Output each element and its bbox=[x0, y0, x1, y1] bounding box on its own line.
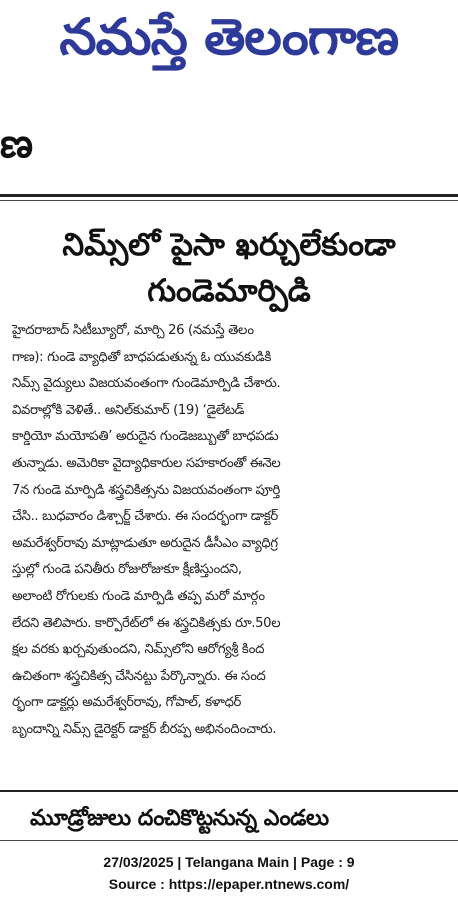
article-line: కార్డియో మయోపతి’ అరుదైన గుండెజబ్బుతో బాధపడు bbox=[12, 429, 279, 445]
article-line: ఉచితంగా శస్త్రచికిత్స చేసినట్టు పేర్కొన్నారు. ఈ సంద bbox=[12, 668, 266, 684]
footer-divider bbox=[0, 840, 458, 841]
article-line: చేసి.. బుధవారం డిశ్చార్జ్ చేశారు. ఈ సందర్భంగా డాక్టర్ bbox=[12, 509, 278, 525]
article-body bbox=[12, 318, 448, 744]
article-line: అమరేశ్వర్‌రావు మాట్లాడుతూ అరుదైన డీసీఎం వ్యాధిగ్ర bbox=[12, 535, 278, 551]
article-line: క్షల వరకు ఖర్చవుతుందని, నిమ్స్‌లోని ఆరోగ్యశ్రీ కింద bbox=[12, 642, 265, 658]
cropped-previous-heading: ణ bbox=[0, 124, 34, 164]
headline-line-1: నిమ్స్‌లో పైసా ఖర్చులేకుండా bbox=[62, 227, 396, 263]
article-line: హైదరాబాద్ సిటీబ్యూరో, మార్చి 26 (నమస్తే తెలం bbox=[12, 323, 254, 338]
newspaper-title: నమస్తే తెలంగాణ bbox=[59, 7, 399, 66]
article-headline bbox=[20, 222, 438, 314]
footer-source: Source : https://epaper.ntnews.com/ bbox=[108, 876, 350, 892]
top-divider-thin bbox=[0, 200, 458, 201]
article-line: అలాంటి రోగులకు గుండె మార్పిడి తప్ప మరో మార్గం bbox=[12, 588, 265, 604]
article-line: బృందాన్ని నిమ్స్ డైరెక్టర్ డాక్టర్ బీరప్ప అభినందించారు. bbox=[12, 721, 277, 737]
article-end-divider bbox=[0, 790, 458, 792]
article-line: గాణ): గుండె వ్యాధితో బాధపడుతున్న ఓ యువకుడికి bbox=[12, 349, 271, 365]
article-line: స్తుల్లో గుండె పనితీరు రోజురోజుకూ క్షీణిస్తుందని, bbox=[12, 562, 242, 578]
article-line: 7న గుండె మార్పిడి శస్త్రచికిత్సను విజయవంతంగా పూర్తి bbox=[12, 482, 280, 498]
article-line: లేదని తెలిపారు. కార్పొరేట్‌లో ఈ శస్త్రచికిత్సకు రూ.50ల bbox=[12, 615, 281, 631]
article-line: తున్నాడు. అమెరికా వైద్యాధికారుల సహకారంతో ఈనెల bbox=[12, 455, 281, 471]
masthead bbox=[0, 0, 458, 86]
top-divider bbox=[0, 194, 458, 197]
headline-line-2: గుండెమార్పిడి bbox=[147, 273, 311, 309]
article-line: నిమ్స్ వైద్యులు విజయవంతంగా గుండెమార్పిడి చేశారు. bbox=[12, 376, 281, 392]
article-line: ర్భంగా డాక్టర్లు అమరేశ్వర్‌రావు, గోపాల్, కళాధర్ bbox=[12, 695, 242, 711]
article-line: వివరాల్లోకి వెళితే.. అనిల్‌కుమార్ (19) ‘డైలేటడ్ bbox=[12, 402, 245, 418]
next-article-headline: మూడ్రోజులు దంచికొట్టనున్న ఎండలు bbox=[30, 806, 329, 831]
footer-date-edition: 27/03/2025 | Telangana Main | Page : 9 bbox=[103, 854, 355, 870]
